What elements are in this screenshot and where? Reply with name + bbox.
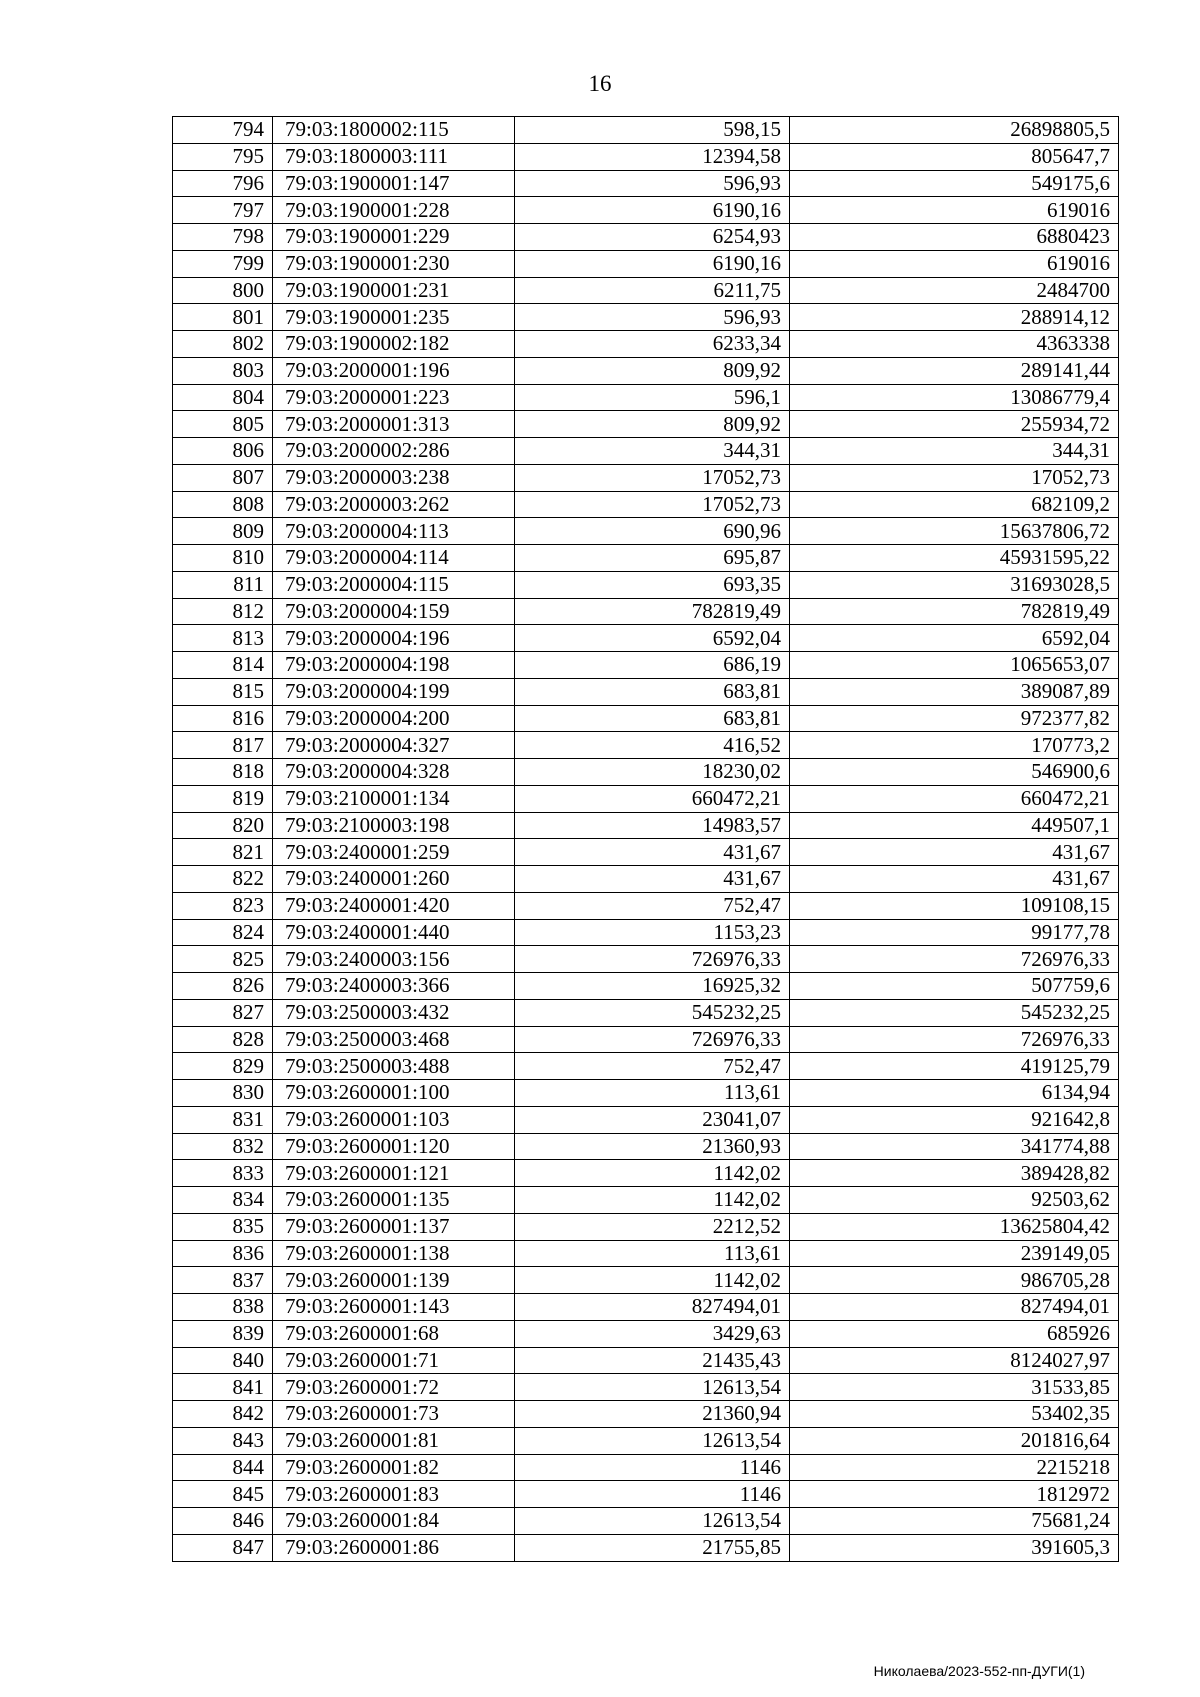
cadastral-number-cell: 79:03:2400001:420: [273, 892, 515, 919]
row-number-cell: 819: [173, 785, 273, 812]
total-value-cell: 26898805,5: [790, 117, 1119, 144]
table-row: [173, 973, 1119, 1000]
table-row: [173, 1026, 1119, 1053]
table-row: [173, 1160, 1119, 1187]
row-number-cell: 803: [173, 357, 273, 384]
cadastral-number-cell: 79:03:2600001:68: [273, 1320, 515, 1347]
cadastral-number-cell: 79:03:2000003:262: [273, 491, 515, 518]
total-value-cell: 431,67: [790, 839, 1119, 866]
cadastral-number-cell: 79:03:1800003:111: [273, 143, 515, 170]
table-row: [173, 170, 1119, 197]
value-cell: 1146: [515, 1481, 790, 1508]
value-cell: 690,96: [515, 518, 790, 545]
row-number-cell: 796: [173, 170, 273, 197]
row-number-cell: 825: [173, 946, 273, 973]
total-value-cell: 619016: [790, 250, 1119, 277]
cadastral-number-cell: 79:03:2400003:366: [273, 973, 515, 1000]
total-value-cell: 619016: [790, 197, 1119, 224]
row-number-cell: 814: [173, 652, 273, 679]
row-number-cell: 810: [173, 545, 273, 572]
total-value-cell: 431,67: [790, 866, 1119, 893]
table-row: [173, 1508, 1119, 1535]
row-number-cell: 823: [173, 892, 273, 919]
value-cell: 596,1: [515, 384, 790, 411]
table-row: [173, 518, 1119, 545]
value-cell: 431,67: [515, 866, 790, 893]
row-number-cell: 795: [173, 143, 273, 170]
value-cell: 1142,02: [515, 1187, 790, 1214]
row-number-cell: 846: [173, 1508, 273, 1535]
value-cell: 23041,07: [515, 1106, 790, 1133]
value-cell: 12613,54: [515, 1374, 790, 1401]
table-row: [173, 1294, 1119, 1321]
table-row: [173, 678, 1119, 705]
value-cell: 686,19: [515, 652, 790, 679]
cadastral-number-cell: 79:03:2600001:139: [273, 1267, 515, 1294]
cadastral-number-cell: 79:03:2600001:138: [273, 1240, 515, 1267]
value-cell: 726976,33: [515, 946, 790, 973]
cadastral-number-cell: 79:03:1900001:229: [273, 224, 515, 251]
cadastral-number-cell: 79:03:2000004:115: [273, 571, 515, 598]
total-value-cell: 419125,79: [790, 1053, 1119, 1080]
cadastral-number-cell: 79:03:2600001:71: [273, 1347, 515, 1374]
table-row: [173, 839, 1119, 866]
value-cell: 344,31: [515, 438, 790, 465]
row-number-cell: 837: [173, 1267, 273, 1294]
table-row: [173, 999, 1119, 1026]
row-number-cell: 799: [173, 250, 273, 277]
table-row: [173, 812, 1119, 839]
table-row: [173, 571, 1119, 598]
total-value-cell: 827494,01: [790, 1294, 1119, 1321]
total-value-cell: 1065653,07: [790, 652, 1119, 679]
value-cell: 6190,16: [515, 197, 790, 224]
row-number-cell: 842: [173, 1401, 273, 1428]
total-value-cell: 972377,82: [790, 705, 1119, 732]
total-value-cell: 682109,2: [790, 491, 1119, 518]
value-cell: 809,92: [515, 357, 790, 384]
value-cell: 1146: [515, 1454, 790, 1481]
table-row: [173, 1534, 1119, 1561]
table-row: [173, 652, 1119, 679]
value-cell: 1153,23: [515, 919, 790, 946]
row-number-cell: 827: [173, 999, 273, 1026]
value-cell: 17052,73: [515, 491, 790, 518]
total-value-cell: 726976,33: [790, 1026, 1119, 1053]
total-value-cell: 549175,6: [790, 170, 1119, 197]
cadastral-number-cell: 79:03:2000001:223: [273, 384, 515, 411]
total-value-cell: 546900,6: [790, 759, 1119, 786]
total-value-cell: 15637806,72: [790, 518, 1119, 545]
cadastral-number-cell: 79:03:2000004:114: [273, 545, 515, 572]
total-value-cell: 389087,89: [790, 678, 1119, 705]
cadastral-number-cell: 79:03:2000004:200: [273, 705, 515, 732]
row-number-cell: 802: [173, 331, 273, 358]
row-number-cell: 835: [173, 1213, 273, 1240]
value-cell: 6211,75: [515, 277, 790, 304]
row-number-cell: 797: [173, 197, 273, 224]
total-value-cell: 545232,25: [790, 999, 1119, 1026]
cadastral-number-cell: 79:03:2000004:328: [273, 759, 515, 786]
total-value-cell: 255934,72: [790, 411, 1119, 438]
table-row: [173, 919, 1119, 946]
total-value-cell: 45931595,22: [790, 545, 1119, 572]
value-cell: 16925,32: [515, 973, 790, 1000]
cadastral-number-cell: 79:03:2600001:137: [273, 1213, 515, 1240]
row-number-cell: 815: [173, 678, 273, 705]
row-number-cell: 813: [173, 625, 273, 652]
total-value-cell: 17052,73: [790, 464, 1119, 491]
table-row: [173, 545, 1119, 572]
table-row: [173, 1427, 1119, 1454]
cadastral-number-cell: 79:03:2100003:198: [273, 812, 515, 839]
row-number-cell: 840: [173, 1347, 273, 1374]
value-cell: 693,35: [515, 571, 790, 598]
value-cell: 6233,34: [515, 331, 790, 358]
total-value-cell: 8124027,97: [790, 1347, 1119, 1374]
total-value-cell: 986705,28: [790, 1267, 1119, 1294]
total-value-cell: 391605,3: [790, 1534, 1119, 1561]
cadastral-number-cell: 79:03:1900001:231: [273, 277, 515, 304]
row-number-cell: 812: [173, 598, 273, 625]
table-row: [173, 598, 1119, 625]
table-row: [173, 411, 1119, 438]
row-number-cell: 839: [173, 1320, 273, 1347]
total-value-cell: 109108,15: [790, 892, 1119, 919]
cadastral-number-cell: 79:03:1900002:182: [273, 331, 515, 358]
cadastral-number-cell: 79:03:2400001:260: [273, 866, 515, 893]
total-value-cell: 13086779,4: [790, 384, 1119, 411]
table-row: [173, 1401, 1119, 1428]
cadastral-number-cell: 79:03:2400001:440: [273, 919, 515, 946]
cadastral-number-cell: 79:03:1800002:115: [273, 117, 515, 144]
cadastral-number-cell: 79:03:1900001:230: [273, 250, 515, 277]
total-value-cell: 2484700: [790, 277, 1119, 304]
table-row: [173, 1053, 1119, 1080]
cadastral-number-cell: 79:03:2000004:113: [273, 518, 515, 545]
table-row: [173, 732, 1119, 759]
table-row: [173, 464, 1119, 491]
cadastral-number-cell: 79:03:1900001:147: [273, 170, 515, 197]
total-value-cell: 1812972: [790, 1481, 1119, 1508]
value-cell: 21360,94: [515, 1401, 790, 1428]
row-number-cell: 822: [173, 866, 273, 893]
table-row: [173, 438, 1119, 465]
table-row: [173, 224, 1119, 251]
value-cell: 17052,73: [515, 464, 790, 491]
table-row: [173, 1347, 1119, 1374]
total-value-cell: 341774,88: [790, 1133, 1119, 1160]
row-number-cell: 829: [173, 1053, 273, 1080]
table-body: [173, 117, 1119, 1562]
table-row: [173, 117, 1119, 144]
table-row: [173, 1454, 1119, 1481]
table-row: [173, 304, 1119, 331]
total-value-cell: 921642,8: [790, 1106, 1119, 1133]
value-cell: 545232,25: [515, 999, 790, 1026]
total-value-cell: 782819,49: [790, 598, 1119, 625]
cadastral-number-cell: 79:03:2400003:156: [273, 946, 515, 973]
value-cell: 113,61: [515, 1240, 790, 1267]
table-row: [173, 143, 1119, 170]
value-cell: 695,87: [515, 545, 790, 572]
value-cell: 596,93: [515, 304, 790, 331]
value-cell: 21755,85: [515, 1534, 790, 1561]
total-value-cell: 99177,78: [790, 919, 1119, 946]
table-row: [173, 1187, 1119, 1214]
total-value-cell: 92503,62: [790, 1187, 1119, 1214]
row-number-cell: 828: [173, 1026, 273, 1053]
table-row: [173, 759, 1119, 786]
total-value-cell: 31533,85: [790, 1374, 1119, 1401]
value-cell: 752,47: [515, 892, 790, 919]
total-value-cell: 344,31: [790, 438, 1119, 465]
row-number-cell: 843: [173, 1427, 273, 1454]
cadastral-number-cell: 79:03:2400001:259: [273, 839, 515, 866]
row-number-cell: 817: [173, 732, 273, 759]
cadastral-number-cell: 79:03:2600001:120: [273, 1133, 515, 1160]
row-number-cell: 830: [173, 1080, 273, 1107]
row-number-cell: 836: [173, 1240, 273, 1267]
cadastral-number-cell: 79:03:2000004:198: [273, 652, 515, 679]
value-cell: 3429,63: [515, 1320, 790, 1347]
row-number-cell: 798: [173, 224, 273, 251]
cadastral-number-cell: 79:03:2000001:313: [273, 411, 515, 438]
table-row: [173, 331, 1119, 358]
table-row: [173, 946, 1119, 973]
row-number-cell: 847: [173, 1534, 273, 1561]
value-cell: 21435,43: [515, 1347, 790, 1374]
row-number-cell: 809: [173, 518, 273, 545]
total-value-cell: 449507,1: [790, 812, 1119, 839]
table-row: [173, 384, 1119, 411]
document-reference: Николаева/2023-552-пп-ДУГИ(1): [873, 1663, 1085, 1679]
value-cell: 1142,02: [515, 1160, 790, 1187]
cadastral-number-cell: 79:03:1900001:228: [273, 197, 515, 224]
value-cell: 431,67: [515, 839, 790, 866]
cadastral-number-cell: 79:03:2000002:286: [273, 438, 515, 465]
value-cell: 14983,57: [515, 812, 790, 839]
table-row: [173, 1374, 1119, 1401]
row-number-cell: 808: [173, 491, 273, 518]
row-number-cell: 826: [173, 973, 273, 1000]
total-value-cell: 6592,04: [790, 625, 1119, 652]
row-number-cell: 806: [173, 438, 273, 465]
cadastral-number-cell: 79:03:2500003:468: [273, 1026, 515, 1053]
table-row: [173, 1240, 1119, 1267]
table-row: [173, 625, 1119, 652]
value-cell: 6190,16: [515, 250, 790, 277]
cadastral-number-cell: 79:03:2600001:84: [273, 1508, 515, 1535]
value-cell: 809,92: [515, 411, 790, 438]
table-row: [173, 197, 1119, 224]
cadastral-table: [172, 116, 1119, 1562]
row-number-cell: 818: [173, 759, 273, 786]
row-number-cell: 838: [173, 1294, 273, 1321]
value-cell: 12613,54: [515, 1427, 790, 1454]
cadastral-number-cell: 79:03:2600001:86: [273, 1534, 515, 1561]
table-row: [173, 1133, 1119, 1160]
value-cell: 726976,33: [515, 1026, 790, 1053]
row-number-cell: 804: [173, 384, 273, 411]
page-number: 16: [588, 71, 612, 96]
row-number-cell: 845: [173, 1481, 273, 1508]
value-cell: 6592,04: [515, 625, 790, 652]
total-value-cell: 6134,94: [790, 1080, 1119, 1107]
cadastral-number-cell: 79:03:2600001:143: [273, 1294, 515, 1321]
row-number-cell: 820: [173, 812, 273, 839]
cadastral-number-cell: 79:03:2500003:488: [273, 1053, 515, 1080]
table-row: [173, 1080, 1119, 1107]
value-cell: 752,47: [515, 1053, 790, 1080]
cadastral-number-cell: 79:03:2600001:83: [273, 1481, 515, 1508]
value-cell: 827494,01: [515, 1294, 790, 1321]
cadastral-number-cell: 79:03:2000004:159: [273, 598, 515, 625]
table-row: [173, 277, 1119, 304]
total-value-cell: 53402,35: [790, 1401, 1119, 1428]
cadastral-number-cell: 79:03:2000004:196: [273, 625, 515, 652]
cadastral-number-cell: 79:03:2000004:327: [273, 732, 515, 759]
value-cell: 598,15: [515, 117, 790, 144]
row-number-cell: 834: [173, 1187, 273, 1214]
value-cell: 18230,02: [515, 759, 790, 786]
total-value-cell: 2215218: [790, 1454, 1119, 1481]
cadastral-number-cell: 79:03:2600001:103: [273, 1106, 515, 1133]
value-cell: 683,81: [515, 678, 790, 705]
cadastral-number-cell: 79:03:2600001:82: [273, 1454, 515, 1481]
total-value-cell: 6880423: [790, 224, 1119, 251]
row-number-cell: 832: [173, 1133, 273, 1160]
total-value-cell: 685926: [790, 1320, 1119, 1347]
row-number-cell: 807: [173, 464, 273, 491]
row-number-cell: 816: [173, 705, 273, 732]
table-row: [173, 250, 1119, 277]
value-cell: 12613,54: [515, 1508, 790, 1535]
total-value-cell: 4363338: [790, 331, 1119, 358]
cadastral-number-cell: 79:03:2500003:432: [273, 999, 515, 1026]
table-row: [173, 1106, 1119, 1133]
row-number-cell: 833: [173, 1160, 273, 1187]
table-row: [173, 866, 1119, 893]
total-value-cell: 75681,24: [790, 1508, 1119, 1535]
row-number-cell: 831: [173, 1106, 273, 1133]
cadastral-number-cell: 79:03:2000003:238: [273, 464, 515, 491]
cadastral-number-cell: 79:03:2600001:121: [273, 1160, 515, 1187]
cadastral-number-cell: 79:03:2000004:199: [273, 678, 515, 705]
table-row: [173, 892, 1119, 919]
total-value-cell: 726976,33: [790, 946, 1119, 973]
table-row: [173, 785, 1119, 812]
total-value-cell: 289141,44: [790, 357, 1119, 384]
value-cell: 12394,58: [515, 143, 790, 170]
cadastral-number-cell: 79:03:2000001:196: [273, 357, 515, 384]
value-cell: 782819,49: [515, 598, 790, 625]
cadastral-number-cell: 79:03:1900001:235: [273, 304, 515, 331]
row-number-cell: 801: [173, 304, 273, 331]
total-value-cell: 201816,64: [790, 1427, 1119, 1454]
table-row: [173, 491, 1119, 518]
value-cell: 113,61: [515, 1080, 790, 1107]
cadastral-number-cell: 79:03:2600001:72: [273, 1374, 515, 1401]
value-cell: 2212,52: [515, 1213, 790, 1240]
table-row: [173, 1481, 1119, 1508]
table-row: [173, 705, 1119, 732]
row-number-cell: 844: [173, 1454, 273, 1481]
value-cell: 683,81: [515, 705, 790, 732]
row-number-cell: 794: [173, 117, 273, 144]
row-number-cell: 824: [173, 919, 273, 946]
table-row: [173, 1213, 1119, 1240]
total-value-cell: 507759,6: [790, 973, 1119, 1000]
table-row: [173, 357, 1119, 384]
value-cell: 660472,21: [515, 785, 790, 812]
cadastral-number-cell: 79:03:2600001:100: [273, 1080, 515, 1107]
total-value-cell: 31693028,5: [790, 571, 1119, 598]
total-value-cell: 389428,82: [790, 1160, 1119, 1187]
row-number-cell: 811: [173, 571, 273, 598]
table-row: [173, 1267, 1119, 1294]
total-value-cell: 239149,05: [790, 1240, 1119, 1267]
value-cell: 1142,02: [515, 1267, 790, 1294]
value-cell: 21360,93: [515, 1133, 790, 1160]
value-cell: 416,52: [515, 732, 790, 759]
value-cell: 6254,93: [515, 224, 790, 251]
total-value-cell: 660472,21: [790, 785, 1119, 812]
cadastral-number-cell: 79:03:2600001:81: [273, 1427, 515, 1454]
total-value-cell: 13625804,42: [790, 1213, 1119, 1240]
cadastral-number-cell: 79:03:2600001:73: [273, 1401, 515, 1428]
cadastral-number-cell: 79:03:2100001:134: [273, 785, 515, 812]
total-value-cell: 288914,12: [790, 304, 1119, 331]
total-value-cell: 805647,7: [790, 143, 1119, 170]
row-number-cell: 821: [173, 839, 273, 866]
row-number-cell: 841: [173, 1374, 273, 1401]
row-number-cell: 800: [173, 277, 273, 304]
value-cell: 596,93: [515, 170, 790, 197]
row-number-cell: 805: [173, 411, 273, 438]
table-row: [173, 1320, 1119, 1347]
cadastral-number-cell: 79:03:2600001:135: [273, 1187, 515, 1214]
total-value-cell: 170773,2: [790, 732, 1119, 759]
